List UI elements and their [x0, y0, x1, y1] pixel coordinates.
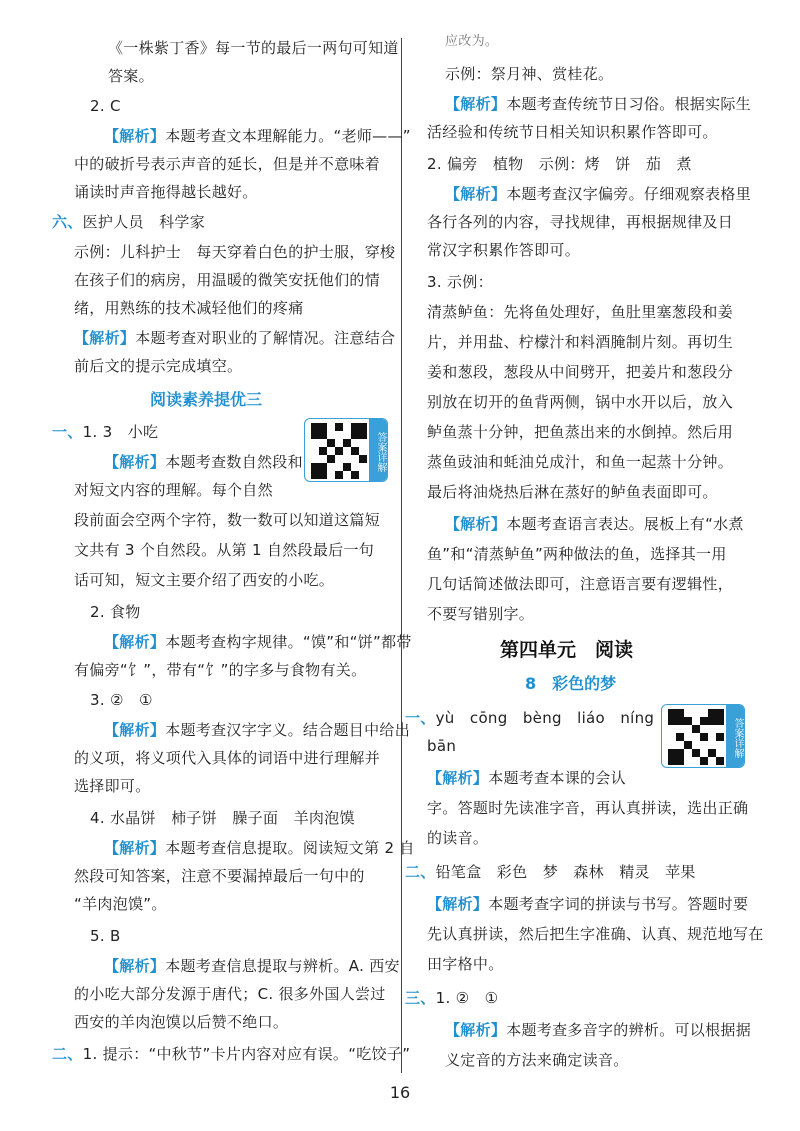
text-line: 对短文内容的理解。每个自然: [74, 481, 273, 499]
text-line: 常汉字积累作答即可。: [427, 241, 581, 259]
text-line: 西安的羊肉泡馍以后赞不绝口。: [74, 1013, 289, 1031]
analysis-tag: 【解析】: [445, 95, 507, 113]
text-line: 字。答题时先读准字音，再认真拼读，选出正确: [427, 799, 749, 817]
analysis-tag: 【解析】: [427, 895, 489, 913]
text-line: 选择即可。: [74, 777, 151, 795]
text-line: 先认真拼读，然后把生字准确、认真、规范地写在: [427, 925, 764, 943]
analysis-tag: 【解析】: [445, 185, 507, 203]
lesson-title: 8 彩色的梦: [525, 674, 617, 693]
text-line: 本题考查多音字的辨析。可以根据据: [506, 1021, 752, 1039]
section-title: 阅读素养提优三: [150, 390, 263, 409]
text-line: 在孩子们的病房，用温暖的微笑安抚他们的情: [74, 271, 381, 289]
text-line-cut: 应改为。: [445, 34, 499, 49]
text-line: “羊肉泡馍”。: [74, 895, 167, 913]
qr-code-icon: [668, 709, 724, 765]
text-line: 本题考查汉字偏旁。仔细观察表格里: [506, 185, 752, 203]
text-line: 本题考查信息提取与辨析。A. 西安: [165, 957, 400, 975]
analysis-tag: 【解析】: [104, 721, 166, 739]
answer-line: 医护人员 科学家: [82, 213, 206, 231]
text-line: 示例：儿科护士 每天穿着白色的护士服，穿梭: [74, 243, 396, 261]
text-line: 示例：祭月神、赏桂花。: [445, 65, 614, 83]
text-line: 《一株紫丁香》每一节的最后一两句可知道: [108, 39, 399, 57]
text-line: 不要写错别字。: [427, 605, 535, 623]
text-line: 清蒸鲈鱼：先将鱼处理好，鱼肚里塞葱段和姜: [427, 303, 734, 321]
text-line: 本题考查构字规律。“馍”和“饼”都带: [165, 633, 412, 651]
qr-code-answer[interactable]: [304, 418, 388, 482]
analysis-tag: 【解析】: [74, 329, 136, 347]
text-line: 答案。: [108, 67, 154, 85]
text-line: 田字格中。: [427, 955, 504, 973]
text-line: 姜和葱段，葱段从中间劈开，把姜片和葱段分: [427, 363, 734, 381]
text-line: 1. 提示：“中秋节”卡片内容对应有误。“吃饺子”: [82, 1045, 411, 1063]
qr-label: 答案详解: [369, 419, 387, 481]
text-line: 本题考查语言表达。展板上有“水煮: [506, 515, 744, 533]
analysis-tag: 【解析】: [445, 515, 507, 533]
qr-code-icon: [311, 423, 367, 479]
page-number: 16: [389, 1083, 411, 1102]
answer-line: 2. 食物: [90, 603, 141, 621]
text-line: 鱼”和“清蒸鲈鱼”两种做法的鱼，选择其一用: [427, 545, 727, 563]
answer-line: 3. ② ①: [90, 691, 153, 709]
section-number: 二、: [52, 1045, 83, 1063]
answer-line: 铅笔盒 彩色 梦 森林 精灵 苹果: [435, 863, 696, 881]
text-line: 中的破折号表示声音的延长，但是并不意味着: [74, 155, 381, 173]
answer-line: 1. ② ①: [435, 989, 499, 1007]
text-line: 本题考查信息提取。阅读短文第 2 自: [165, 839, 415, 857]
text-line: 绪，用熟练的技术减轻他们的疼痛: [74, 299, 304, 317]
text-line: 本题考查传统节日习俗。根据实际生: [506, 95, 752, 113]
text-line: 然段可知答案，注意不要漏掉最后一句中的: [74, 867, 365, 885]
text-line: 本题考查字词的拼读与书写。答题时要: [488, 895, 749, 913]
section-number: 二、: [405, 863, 436, 881]
answer-line: 2. C: [90, 97, 121, 115]
text-line: 的小吃大部分发源于唐代；C. 很多外国人尝过: [74, 985, 386, 1003]
text-line: 话可知，短文主要介绍了西安的小吃。: [74, 571, 335, 589]
section-number: 一、: [405, 709, 436, 727]
text-line: 鲈鱼蒸十分钟，把鱼蒸出来的水倒掉。然后用: [427, 423, 734, 441]
analysis-tag: 【解析】: [104, 453, 166, 471]
text-line: 本题考查数自然段和: [165, 453, 303, 471]
answer-line: 3. 示例：: [427, 273, 493, 291]
pinyin-line: bān: [427, 737, 457, 755]
text-line: 段前面会空两个字符，数一数可以知道这篇短: [74, 511, 381, 529]
section-number: 六、: [52, 213, 83, 231]
text-line: 的义项，将义项代入具体的词语中进行理解并: [74, 749, 381, 767]
text-line: 片，并用盐、柠檬汁和料酒腌制片刻。再切生: [427, 333, 734, 351]
text-line: 义定音的方法来确定读音。: [445, 1051, 629, 1069]
qr-label: 答案详解: [726, 705, 744, 767]
analysis-tag: 【解析】: [445, 1021, 507, 1039]
text-line: 本题考查文本理解能力。“老师——”: [165, 127, 411, 145]
text-line: 本题考查对职业的了解情况。注意结合: [135, 329, 396, 347]
analysis-tag: 【解析】: [427, 769, 489, 787]
answer-line: 1. 3 小吃: [82, 423, 159, 441]
pinyin-line: yù cōng bèng liáo níng: [435, 709, 655, 727]
section-number: 一、: [52, 423, 83, 441]
column-divider: [401, 38, 402, 1073]
analysis-tag: 【解析】: [104, 127, 166, 145]
text-line: 蒸鱼豉油和蚝油兑成汁，和鱼一起蒸十分钟。: [427, 453, 734, 471]
text-line: 最后将油烧热后淋在蒸好的鲈鱼表面即可。: [427, 483, 718, 501]
analysis-tag: 【解析】: [104, 957, 166, 975]
text-line: 本题考查本课的会认: [488, 769, 626, 787]
section-number: 三、: [405, 989, 436, 1007]
text-line: 几句话简述做法即可，注意语言要有逻辑性，: [427, 575, 734, 593]
text-line: 活经验和传统节日相关知识积累作答即可。: [427, 123, 718, 141]
text-line: 的读音。: [427, 829, 489, 847]
qr-code-answer[interactable]: [661, 704, 745, 768]
analysis-tag: 【解析】: [104, 633, 166, 651]
text-line: 各行各列的内容，寻找规律，再根据规律及日: [427, 213, 734, 231]
text-line: 前后文的提示完成填空。: [74, 357, 243, 375]
analysis-tag: 【解析】: [104, 839, 166, 857]
text-line: 诵读时声音拖得越长越好。: [74, 183, 258, 201]
answer-line: 2. 偏旁 植物 示例：烤 饼 茄 煮: [427, 155, 692, 173]
answer-line: 5. B: [90, 927, 121, 945]
text-line: 本题考查汉字字义。结合题目中给出: [165, 721, 411, 739]
text-line: 文共有 3 个自然段。从第 1 自然段最后一句: [74, 541, 375, 559]
answer-line: 4. 水晶饼 柿子饼 臊子面 羊肉泡馍: [90, 809, 355, 827]
text-line: 有偏旁“饣”，带有“饣”的字多与食物有关。: [74, 661, 367, 679]
text-line: 别放在切开的鱼背两侧，锅中水开以后，放入: [427, 393, 734, 411]
unit-title: 第四单元 阅读: [500, 639, 634, 661]
